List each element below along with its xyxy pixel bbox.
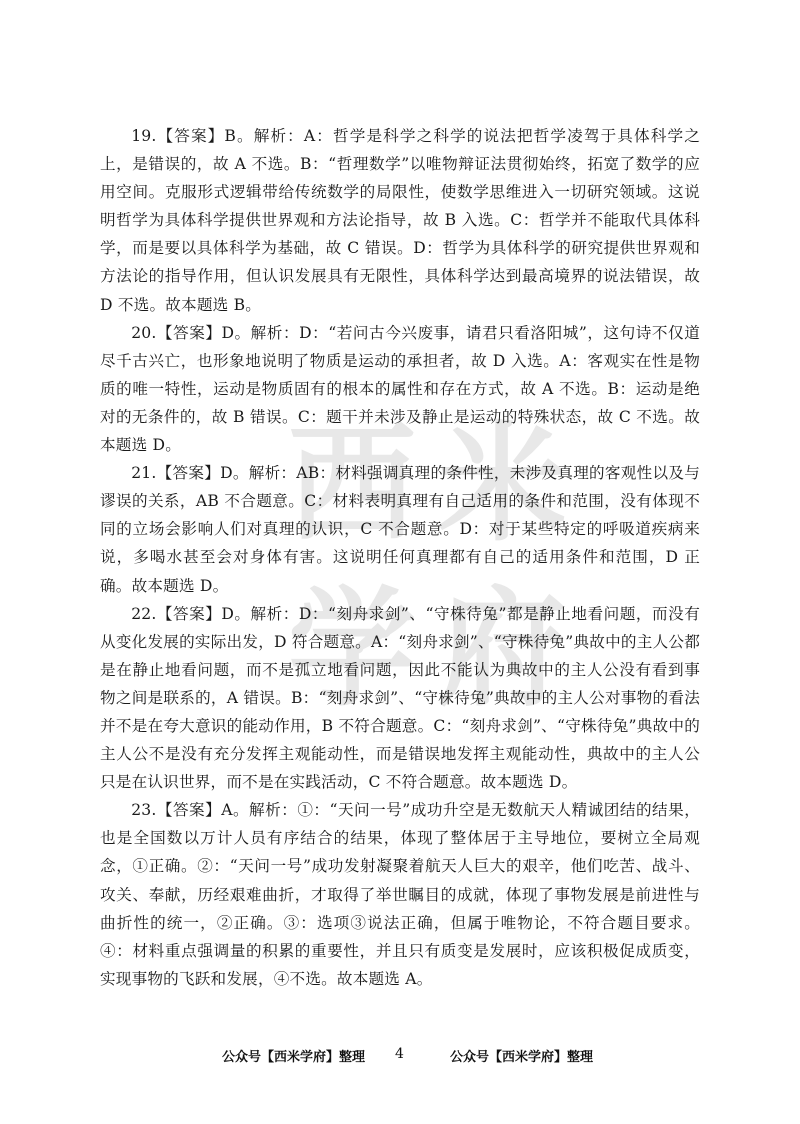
footer-left-credit: 公众号【西米学府】整理 [222, 1050, 366, 1065]
answer-paragraph-22: 22.【答案】D。解析：D：“刻舟求剑”、“守株待兔”都是静止地看问题，而没有从变化发展的实际出发，D 符合题意。A：“刻舟求剑”、“守株待兔”典故中的主人公都是在静止地看问题，而不是孤立地看问题，因此不能认为典故中的主人公没有看到事物之间是联系的，A 错误。B：“刻舟求剑”、“守株待兔”典故中的主人公对事物的看法并不是在夸大意识的能动作用，B 不符合题意。C：“刻舟求剑”、“守株待兔”典故中的主人公不是没有充分发挥主观能动性，而是错误地发挥主观能动性，典故中的主人公只是在认识世界，而不是在实践活动，C 不符合题意。故本题选 D。 [100, 604, 700, 792]
answer-paragraph-21: 21.【答案】D。解析：AB：材料强调真理的条件性，未涉及真理的客观性以及与谬误的关系，AB 不合题意。C：材料表明真理有自己适用的条件和范围，没有体现不同的立场会影响人们对真理的认识，C 不合题意。D：对于某些特定的呼吸道疾病来说，多喝水甚至会对身体有害。这说明任何真理都有自己的适用条件和范围，D 正确。故本题选 D。 [100, 464, 700, 595]
watermark-char: 学 [288, 574, 417, 724]
page-number: 4 [395, 1046, 404, 1062]
watermark-char: 米 [438, 409, 567, 559]
watermark-char: 西 [288, 409, 417, 559]
answer-paragraph-20: 20.【答案】D。解析：D：“若问古今兴废事，请君只看洛阳城”，这句诗不仅道尽千古兴亡，也形象地说明了物质是运动的承担者，故 D 入选。A：客观实在性是物质的唯一特性，运动是物质固有的根本的属性和存在方式，故 A 不选。B：运动是绝对的无条件的，故 B 错误。C：题干并未涉及静止是运动的特殊状态，故 C 不选。故本题选 D。 [100, 323, 700, 455]
page-footer [0, 1046, 800, 1068]
answer-paragraph-19: 19.【答案】B。解析：A：哲学是科学之科学的说法把哲学凌驾于具体科学之上，是错误的，故 A 不选。B：“哲理数学”以唯物辩证法贯彻始终，拓宽了数学的应用空间。克服形式逻辑带给传统数学的局限性，使数学思维进入一切研究领域。这说明哲学为具体科学提供世界观和方法论指导，故 B 入选。C：哲学并不能取代具体科学，而是要以具体科学为基础，故 C 错误。D：哲学为具体科学的研究提供世界观和方法论的指导作用，但认识发展具有无限性，具体科学达到最高境界的说法错误，故 D 不选。故本题选 B。 [100, 127, 700, 314]
footer-right-credit: 公众号【西米学府】整理 [450, 1050, 594, 1065]
answer-paragraph-23: 23.【答案】A。解析：①：“天问一号”成功升空是无数航天人精诚团结的结果，也是全国数以万计人员有序结合的结果，体现了整体居于主导地位，要树立全局观念，①正确。②：“天问一号”成功发射凝聚着航天人巨大的艰辛，他们吃苦、战斗、攻关、奉献，历经艰难曲折，才取得了举世瞩目的成就，体现了事物发展是前进性与曲折性的统一，②正确。③：选项③说法正确，但属于唯物论，不符合题目要求。④：材料重点强调量的积累的重要性，并且只有质变是发展时，应该积极促成质变，实现事物的飞跃和发展，④不选。故本题选 A。 [100, 801, 700, 988]
answer-explanations [100, 122, 700, 993]
watermark-char: 府 [438, 574, 567, 724]
